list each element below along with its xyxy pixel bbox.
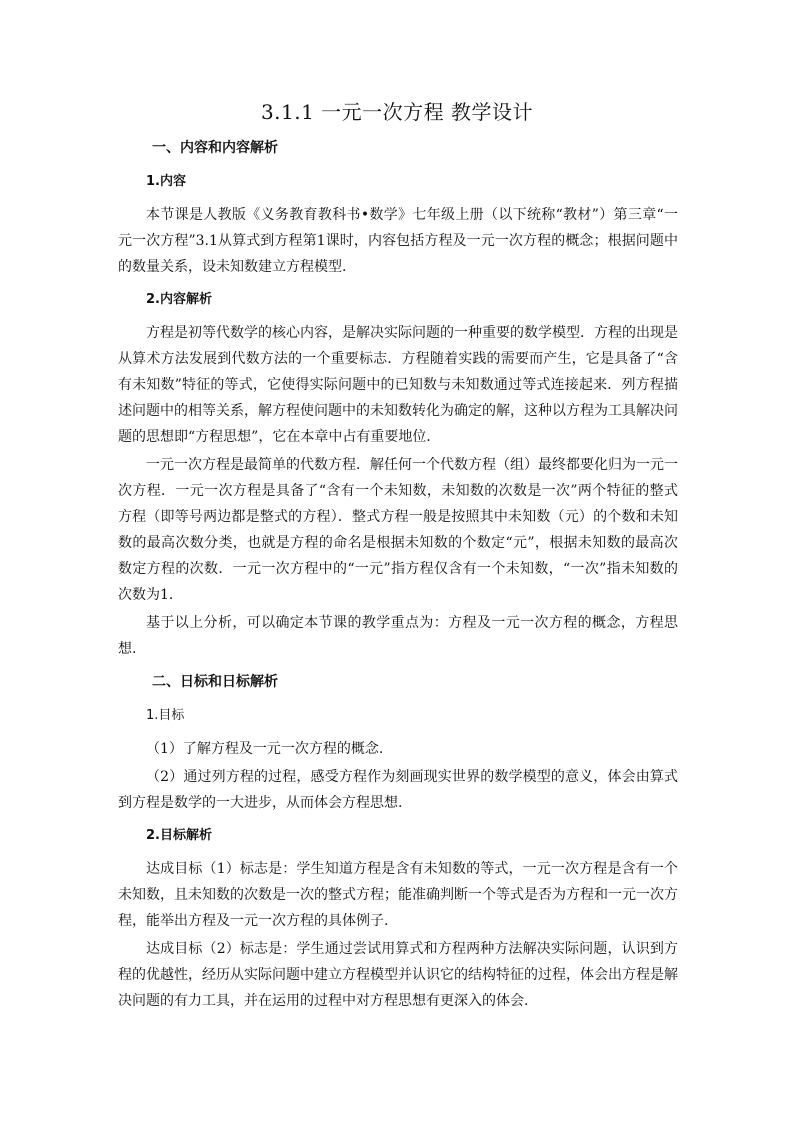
subsection-heading-goal-analysis: 2.目标解析 — [146, 828, 212, 843]
document-title: 3.1.1 一元一次方程 教学设计 — [260, 100, 534, 124]
goal-analysis-paragraph-2: 达成目标（2）标志是：学生通过尝试用算式和方程两种方法解决实际问题，认识到方程的优越性，经历从实际问题中建立方程模型并认识它的结构特征的过程，体会出方程是解决问题的有力工具，并在运用的过程中对方程思想有更深入的体会. — [118, 941, 678, 1009]
section-heading-content: 一、内容和内容解析 — [152, 140, 278, 156]
goal-item-2: （2）通过列方程的过程，感受方程作为刻画现实世界的数学模型的意义，体会由算式到方程是数学的一大进步，从而体会方程思想. — [118, 769, 678, 811]
analysis-paragraph-2: 一元一次方程是最简单的代数方程．解任何一个代数方程（组）最终都要化归为一元一次方程．一元一次方程是具备了“含有一个未知数，未知数的次数是一次”两个特征的整式方程（即等号两边都是整式的方程）．整式方程一般是按照其中未知数（元）的个数和未知数的最高次数分类，也就是方程的命名是根据未知数的个数定“元”，根据未知数的最高次数定方程的次数．一元一次方程中的“一元”指方程仅含有一个未知数，“一次”指未知数的次数为1． — [118, 457, 678, 603]
document-body — [118, 136, 678, 1022]
subsection-heading-content-analysis: 2.内容解析 — [146, 292, 212, 307]
analysis-paragraph-3: 基于以上分析，可以确定本节课的教学重点为：方程及一元一次方程的概念，方程思想. — [118, 615, 678, 657]
goal-item-1: （1）了解方程及一元一次方程的概念. — [146, 741, 384, 757]
subsection-heading-goals: 1.目标 — [146, 708, 185, 723]
goal-analysis-paragraph-1: 达成目标（1）标志是：学生知道方程是含有未知数的等式，一元一次方程是含有一个未知数，且未知数的次数是一次的整式方程；能准确判断一个等式是否为方程和一元一次方程，能举出方程及一元一次方程的具体例子. — [118, 861, 678, 929]
subsection-heading-content: 1.内容 — [146, 174, 186, 189]
content-paragraph: 本节课是人教版《义务教育教科书•数学》七年级上册（以下统称“教材”）第三章“一元一次方程”3.1从算式到方程第1课时，内容包括方程及一元一次方程的概念；根据问题中的数量关系，设未知数建立方程模型. — [118, 207, 678, 275]
section-heading-goals: 二、日标和日标解析 — [152, 674, 278, 690]
analysis-paragraph-1: 方程是初等代数学的核心内容，是解决实际问题的一种重要的数学模型．方程的出现是从算术方法发展到代数方法的一个重要标志．方程随着实践的需要而产生，它是具备了“含有未知数”特征的等式，它使得实际问题中的已知数与未知数通过等式连接起来．列方程描述问题中的相等关系，解方程使问题中的未知数转化为确定的解，这种以方程为工具解决问题的思想即“方程思想”，它在本章中占有重要地位． — [118, 325, 678, 445]
